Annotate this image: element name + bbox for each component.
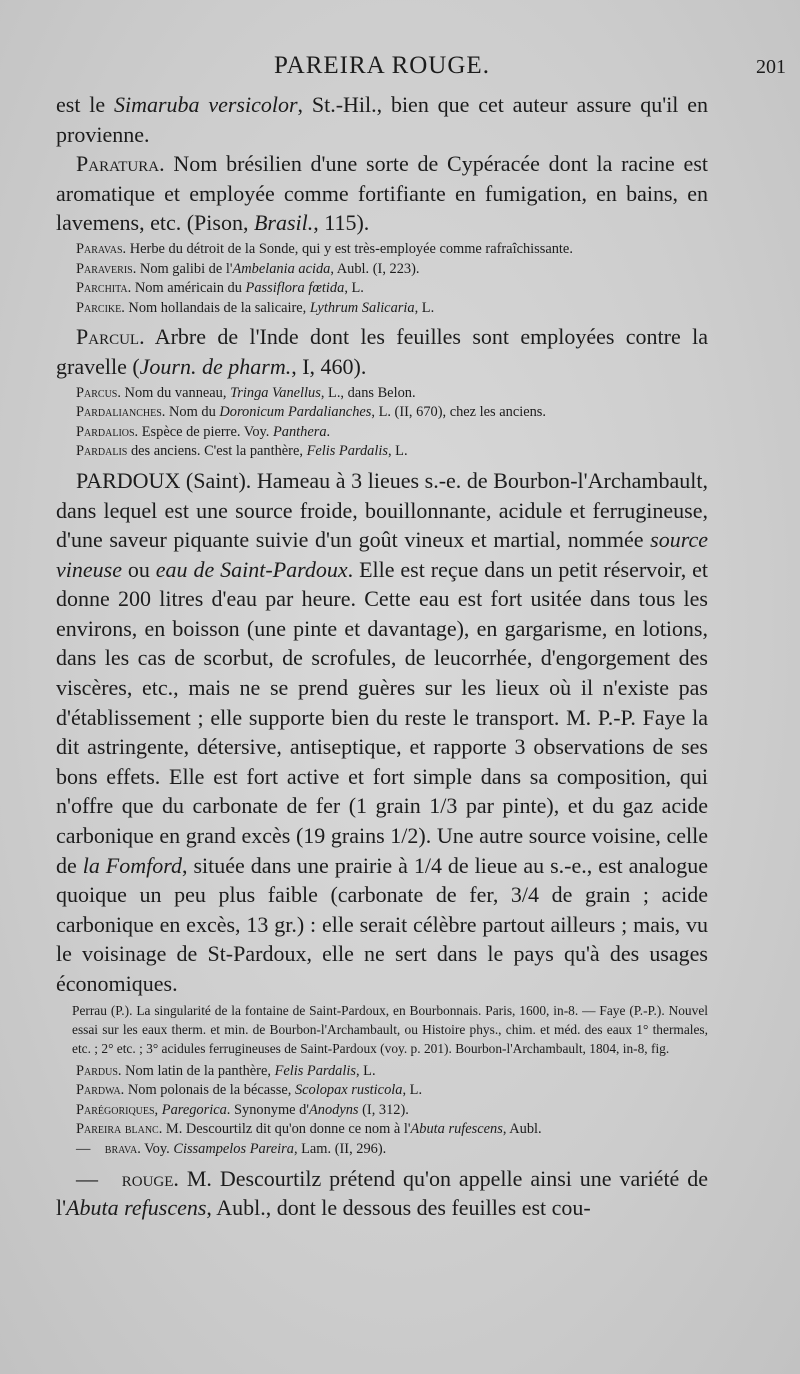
text: . Elle est reçue dans un petit réservoir, et donne 200 litres d'eau par heure. Cette eau est fort usitée dans tous les environs, en boisson (une pinte et davantage), en gargarisme, en lotions, dans les cas de scorbut, de scrofules, de leucorrhée, d'engorgement des viscères, etc., mais ne se prend guères sur les lieux où il n'existe pas d'établissement ; elle supporte bien du reste le transport. M. P.-P. Faye la dit astringente, détersive, antiseptique, et rapporte 3 observations de ses bons effets. Elle est fort active et fort simple dans sa composition, qui n'offre que du carbonate de fer (1 grain 1/3 par pinte), et du gaz acide carbonique en grand excès (19 grains 1/2). Une autre source voisine, celle de bbox=[56, 556, 709, 878]
entry-term: Paraveris. bbox=[76, 260, 137, 277]
running-head bbox=[56, 52, 786, 86]
text: Nom brésilien d'une sorte de Cypéracée dont la racine est aromatique et employée comme fortifiante en fumigation, en bains, en lavemens, etc. (Pison, bbox=[56, 151, 708, 236]
italic-text: eau de Saint-Pardoux bbox=[155, 556, 348, 582]
entry-pareira-blanc bbox=[56, 1120, 708, 1140]
text: . bbox=[326, 423, 331, 440]
running-title: PAREIRA ROUGE. bbox=[274, 52, 490, 79]
italic-text: Scolopax rusticola bbox=[294, 1082, 403, 1099]
entry-term: brava. bbox=[104, 1140, 141, 1157]
text: , I, 460). bbox=[291, 353, 367, 379]
italic-text: Panthera bbox=[272, 423, 327, 440]
italic-text: Lythrum Salicaria bbox=[309, 299, 415, 316]
entry-parchita bbox=[56, 279, 708, 299]
italic-text: Tringa Vanellus bbox=[230, 384, 321, 401]
entry-term: Pardalianches. bbox=[76, 404, 166, 421]
text: , L. bbox=[414, 299, 435, 316]
entry-term: Pardwa. bbox=[76, 1082, 125, 1099]
text: , située dans une prairie à 1/4 de lieue au s.-e., est analogue quoique un peu plus faible (carbonate de fer, 3/4 de grain ; acide carbonique en excès, 13 gr.) : elle serait célèbre partout ailleurs ; mais, vu le voisinage de St-Pardoux, elle ne sert dans le pays qu'à des usages économiques. bbox=[56, 852, 709, 996]
text: , L. (II, 670), chez les anciens. bbox=[371, 404, 546, 421]
entry-parcike bbox=[56, 299, 708, 319]
italic-text: Felis Pardalis bbox=[306, 443, 388, 460]
italic-text: source vineuse bbox=[56, 527, 708, 582]
text: M. Descourtilz prétend qu'on appelle ainsi une variété de l' bbox=[56, 1165, 709, 1221]
entry-term: PARDOUX (Saint). bbox=[76, 467, 252, 493]
entry-parcus bbox=[56, 384, 708, 404]
entry-simaruba-continuation bbox=[56, 90, 708, 149]
text: Nom du vanneau, bbox=[120, 384, 231, 401]
bibliography-note: Perrau (P.). La singularité de la fontaine de Saint-Pardoux, en Bourbonnais. Paris, 1600, in-8. — Faye (P.-P.). Nouvel essai sur les eaux therm. et min. de Bourbon-l'Archambault, ou Histoire phys., chim. et méd. des eaux 1° thermales, etc. ; 2° etc. ; 3° acidules ferrugineuses de Saint-Pardoux (voy. p. 201). Bourbon-l'Archambault, 1804, in-8, fig. bbox=[72, 1002, 708, 1056]
entry-pardoux bbox=[56, 466, 708, 999]
entry-term: Pareira blanc. bbox=[76, 1121, 163, 1138]
italic-text: Ambelania acida bbox=[232, 260, 331, 277]
entry-term: Paratura. bbox=[76, 151, 165, 177]
text: est le bbox=[56, 92, 114, 117]
text: , Lam. (II, 296). bbox=[293, 1140, 387, 1157]
entry-term: Paravas. bbox=[76, 240, 127, 257]
entry-pareira-rouge bbox=[56, 1164, 708, 1223]
text: Arbre de l'Inde dont les feuilles sont employées contre la gravelle ( bbox=[56, 324, 708, 379]
entry-paregoriques bbox=[56, 1101, 708, 1121]
entry-term: Parégoriques, bbox=[76, 1101, 159, 1118]
text: , L. bbox=[402, 1082, 423, 1099]
text: , Aubl. (I, 223). bbox=[330, 260, 420, 277]
entry-term: Pardus. bbox=[76, 1062, 122, 1079]
entry-paraveris bbox=[56, 260, 708, 280]
text: , 115). bbox=[313, 210, 370, 236]
entry-term: Pardalios. bbox=[76, 423, 139, 440]
italic-text: Doronicum Pardalianches bbox=[219, 404, 372, 421]
text: Nom hollandais de la salicaire, bbox=[124, 299, 310, 316]
italic-text: Anodyns bbox=[308, 1101, 359, 1118]
entry-term: rouge. bbox=[121, 1165, 179, 1191]
italic-text: Passiflora fœtida bbox=[245, 280, 345, 297]
text: , Aubl., dont le dessous des feuilles est cou- bbox=[206, 1195, 591, 1221]
text: (I, 312). bbox=[358, 1101, 409, 1118]
text: , L. bbox=[387, 443, 408, 460]
italic-text: Abuta rufescens bbox=[410, 1121, 503, 1138]
entry-pardalianches bbox=[56, 403, 708, 423]
text: Hameau à 3 lieues s.-e. de Bourbon-l'Archambault, dans lequel est une source froide, bouillonnante, acidule et ferrugineuse, d'une saveur piquante suivie d'un goût vineux et martial, nommée bbox=[56, 467, 708, 553]
text: Herbe du détroit de la Sonde, qui y est très-employée comme rafraîchissante. bbox=[126, 240, 573, 257]
entry-pardwa bbox=[56, 1081, 708, 1101]
italic-text: la Fomford bbox=[82, 852, 182, 878]
text: Nom américain du bbox=[131, 280, 246, 297]
entry-term: Parchita. bbox=[76, 280, 132, 297]
text: . Synonyme d' bbox=[226, 1101, 309, 1118]
entry-term: Parcike. bbox=[76, 299, 125, 316]
text: , L., dans Belon. bbox=[320, 384, 416, 401]
entry-pardalios bbox=[56, 423, 708, 443]
entry-pareira-brava bbox=[56, 1140, 708, 1160]
entry-term: Parcul. bbox=[76, 324, 145, 350]
italic-text: Brasil. bbox=[253, 210, 314, 236]
text: M. Descourtilz dit qu'on donne ce nom à l' bbox=[162, 1121, 411, 1138]
italic-text: Abuta refuscens bbox=[66, 1195, 207, 1221]
text: Voy. bbox=[140, 1140, 174, 1157]
page-number: 201 bbox=[756, 56, 786, 78]
text: , L. bbox=[344, 280, 364, 297]
text: des anciens. C'est la panthère, bbox=[127, 443, 307, 460]
text: , L. bbox=[355, 1062, 376, 1079]
ditto-dash: — bbox=[76, 1140, 91, 1157]
italic-text: Felis Pardalis bbox=[274, 1062, 356, 1079]
text: Nom galibi de l' bbox=[136, 260, 233, 277]
text: Nom latin de la panthère, bbox=[121, 1062, 275, 1079]
text: ou bbox=[121, 556, 156, 582]
entry-pardalis bbox=[56, 442, 708, 462]
entry-parcul bbox=[56, 322, 708, 381]
text: Espèce de pierre. Voy. bbox=[138, 423, 273, 440]
italic-text: Journ. de pharm. bbox=[139, 353, 292, 379]
italic-text: Paregorica bbox=[161, 1101, 227, 1118]
entry-paravas bbox=[56, 240, 708, 260]
entry-term: Pardalis bbox=[76, 443, 128, 460]
entry-paratura bbox=[56, 149, 708, 238]
entry-term: Parcus. bbox=[76, 384, 121, 401]
entry-pardus bbox=[56, 1062, 708, 1082]
text: Nom polonais de la bécasse, bbox=[124, 1082, 295, 1099]
text: , Aubl. bbox=[502, 1121, 542, 1138]
text: Nom du bbox=[165, 404, 220, 421]
text: , St.-Hil., bien que cet auteur assure qu'il en provienne. bbox=[56, 92, 708, 147]
italic-text: Simaruba versicolor bbox=[113, 92, 298, 117]
ditto-dash: — bbox=[76, 1165, 98, 1191]
italic-text: Cissampelos Pareira bbox=[173, 1140, 294, 1157]
